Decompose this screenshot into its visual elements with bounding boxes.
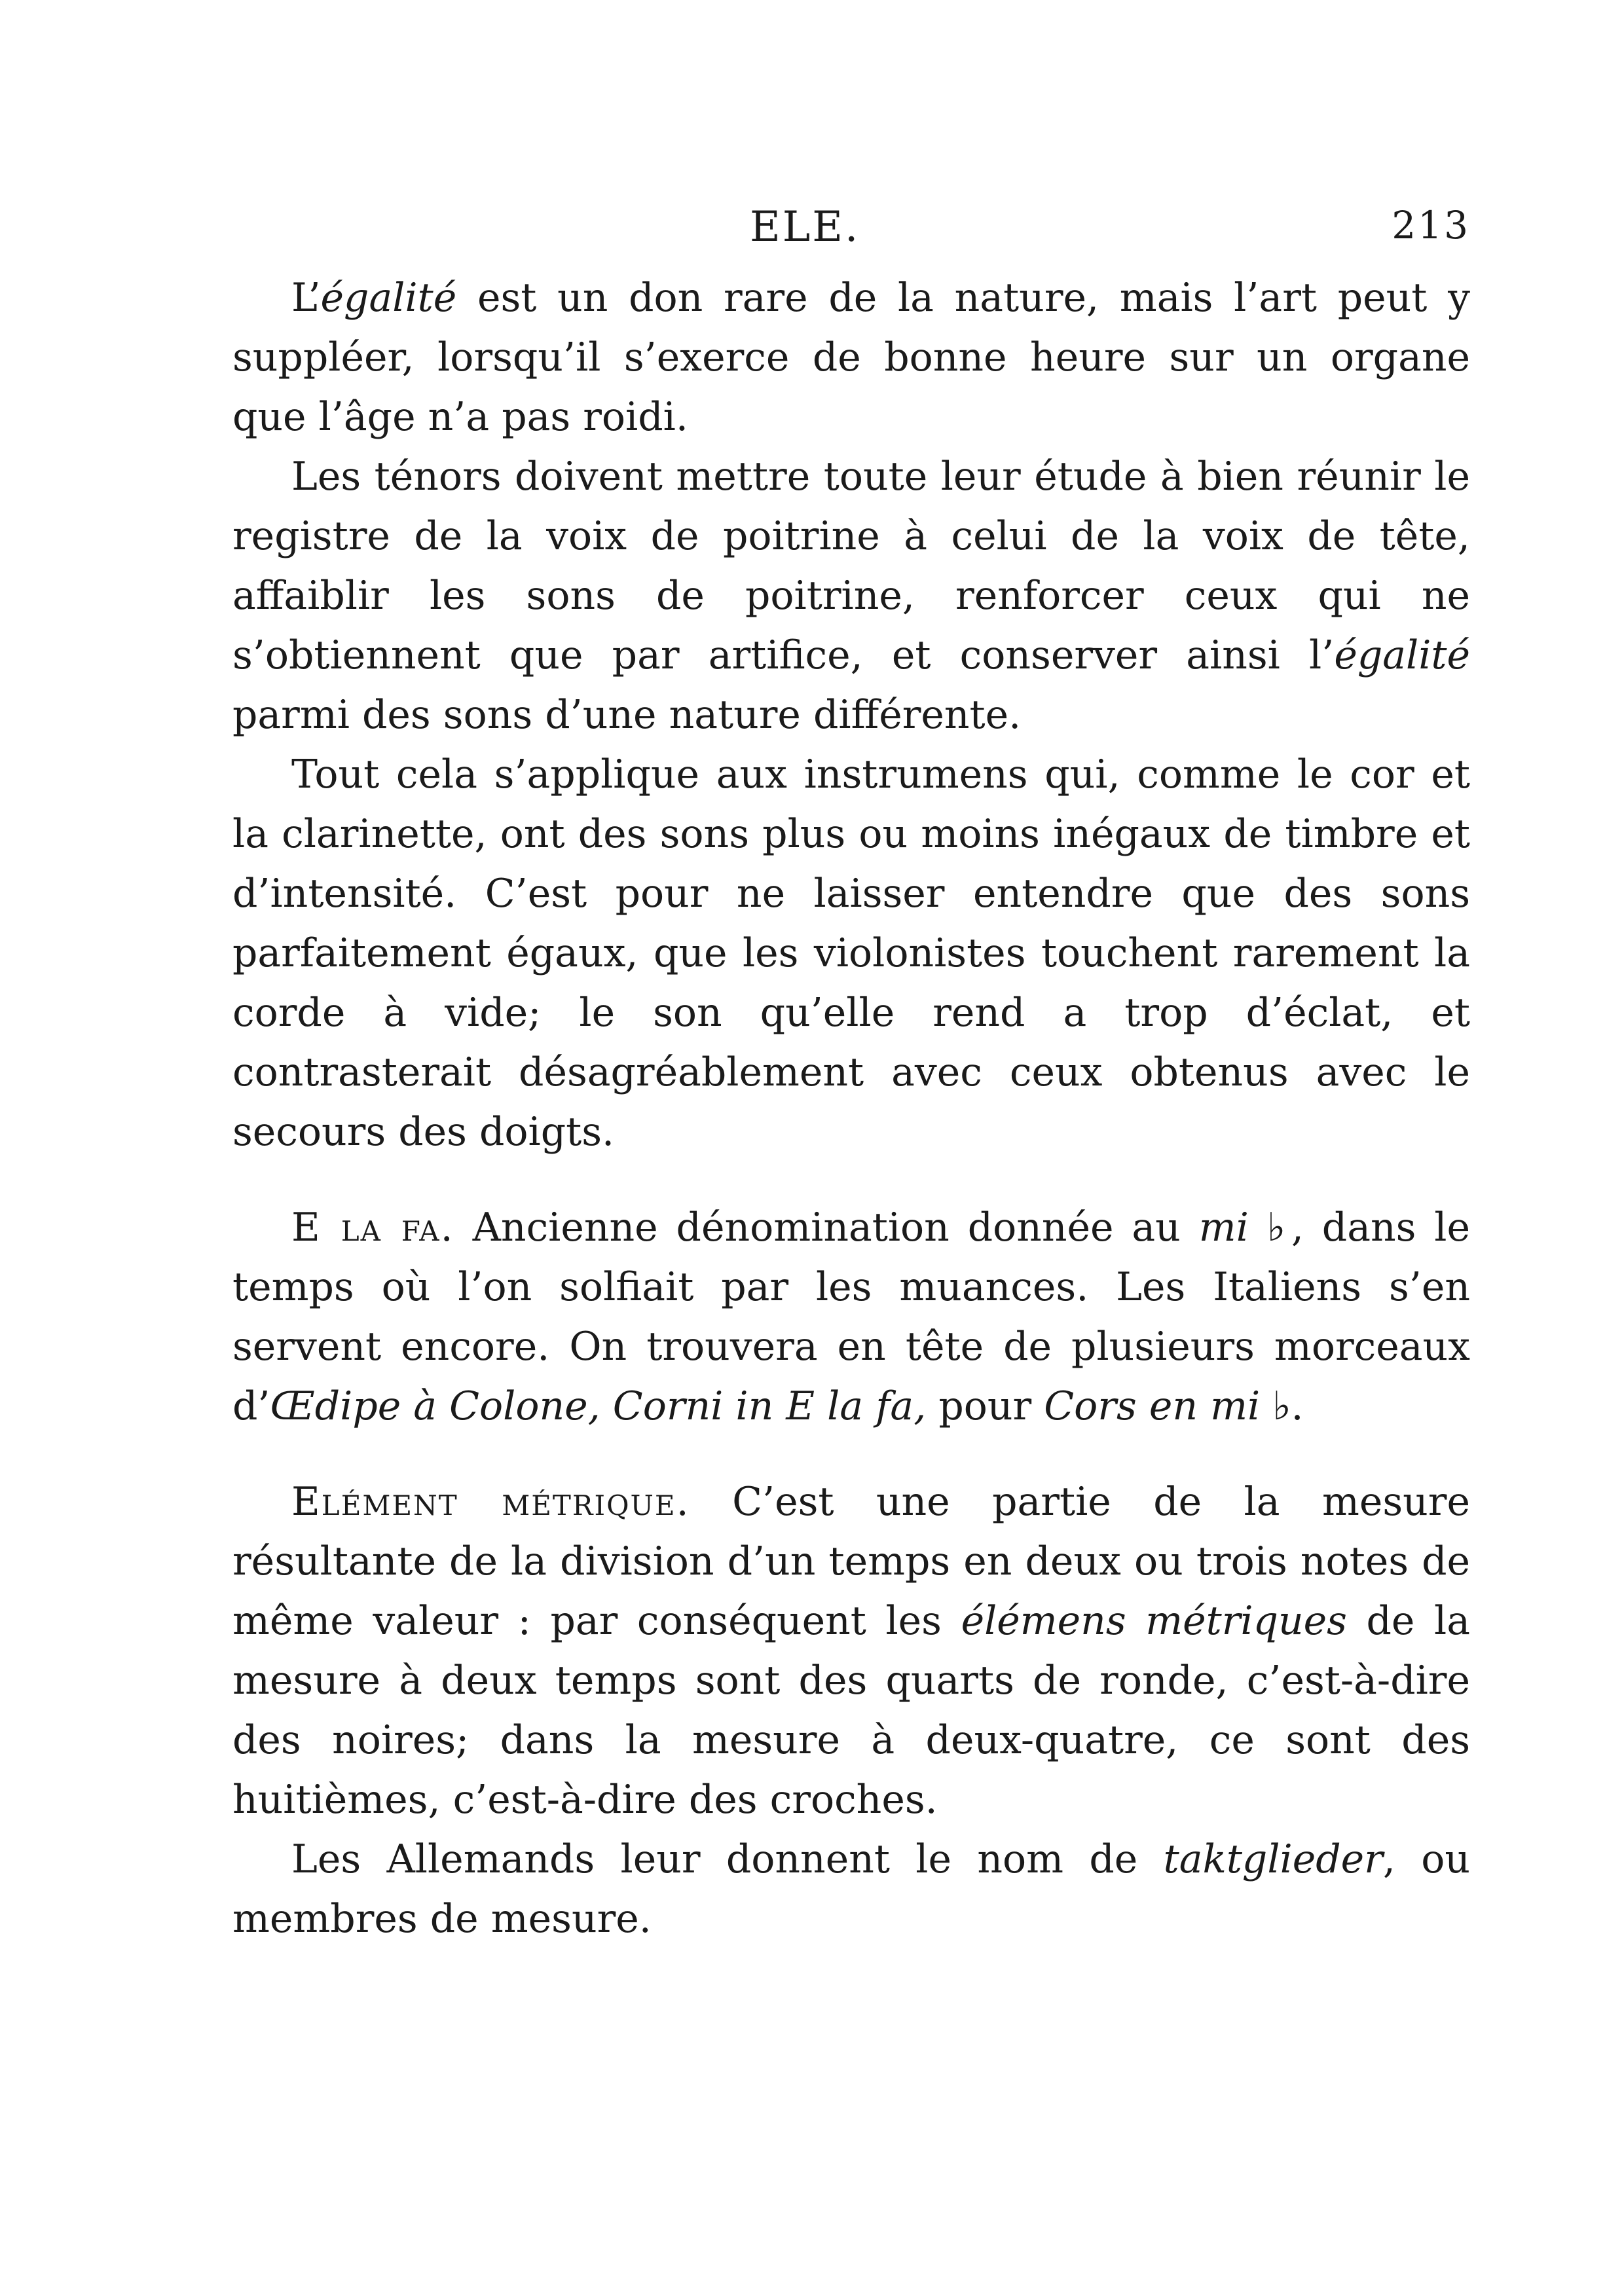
entry-e-la-fa (232, 1198, 1470, 1436)
text-run: , ou membres de mesure. (232, 1836, 1470, 1942)
text-run: Tout cela s’applique aux instrumens qui, comme le cor et la clarinette, ont des sons plus ou moins inégaux de timbre et d’intensité. C’est pour ne laisser entendre que des sons parfaitement égaux, que les violonistes touchent rarement la corde à vide; le son qu’elle rend a trop d’éclat, et contrasterait désagréablement avec ceux obtenus avec le secours des doigts. (232, 752, 1470, 1155)
text-run: pour (926, 1383, 1044, 1429)
italic-term: égalité (1334, 632, 1470, 678)
text-run: de la mesure à deux temps sont des quarts de ronde, c’est-à-dire des noires; dans la mesure à deux-quatre, ce sont des huitièmes, c’est-à-dire des croches. (232, 1598, 1470, 1823)
paragraph-allemands (232, 1830, 1470, 1949)
text-run: parmi des sons d’une nature différente. (232, 692, 1022, 738)
entry-element-metrique (232, 1472, 1470, 1830)
entry-separator (232, 1162, 1470, 1198)
paragraph-egalite (232, 268, 1470, 447)
italic-term: Cors en mi (1044, 1383, 1261, 1429)
italic-term: taktglieder (1163, 1836, 1383, 1882)
paragraph-tenors (232, 447, 1470, 745)
paragraph-instrumens (232, 745, 1470, 1162)
text-run: Les ténors doivent mettre toute leur étude à bien réunir le registre de la voix de poitrine à celui de la voix de tête, affaiblir les sons de poitrine, renforcer ceux qui ne s’obtiennent que par artifice, et conserver ainsi l’ (232, 454, 1470, 678)
running-title: ELE. (750, 203, 860, 251)
text-run: L’ (291, 275, 321, 321)
book-page (232, 203, 1470, 1949)
text-run: Ancienne dénomination donnée au (454, 1205, 1199, 1250)
entry-separator (232, 1436, 1470, 1472)
flat-sign: ♭, dans le temps où l’on solfiait par les muances. Les Italiens s’en servent encore. On trouvera en tête de plusieurs morceaux d’ (232, 1205, 1471, 1429)
text-run: est un don rare de la nature, mais l’art peut y suppléer, lorsqu’il s’exerce de bonne heure sur un organe que l’âge n’a pas roidi. (232, 275, 1470, 440)
italic-term: égalité (320, 275, 457, 321)
entry-heading: E la fa. (291, 1205, 454, 1250)
page-number: 213 (1392, 203, 1470, 247)
italic-title: Œdipe à Colone, Corni in E la fa, (270, 1383, 927, 1429)
italic-term: élémens métriques (961, 1598, 1347, 1644)
text-run: Les Allemands leur donnent le nom de (291, 1836, 1164, 1882)
italic-term: mi (1198, 1205, 1249, 1250)
running-head (232, 203, 1470, 268)
flat-sign: ♭. (1260, 1383, 1304, 1429)
text-run: C’est une partie de la mesure résultante de la division d’un temps en deux ou trois notes de même valeur : par conséquent les (232, 1479, 1470, 1644)
entry-heading: Elément métrique. (291, 1479, 690, 1525)
